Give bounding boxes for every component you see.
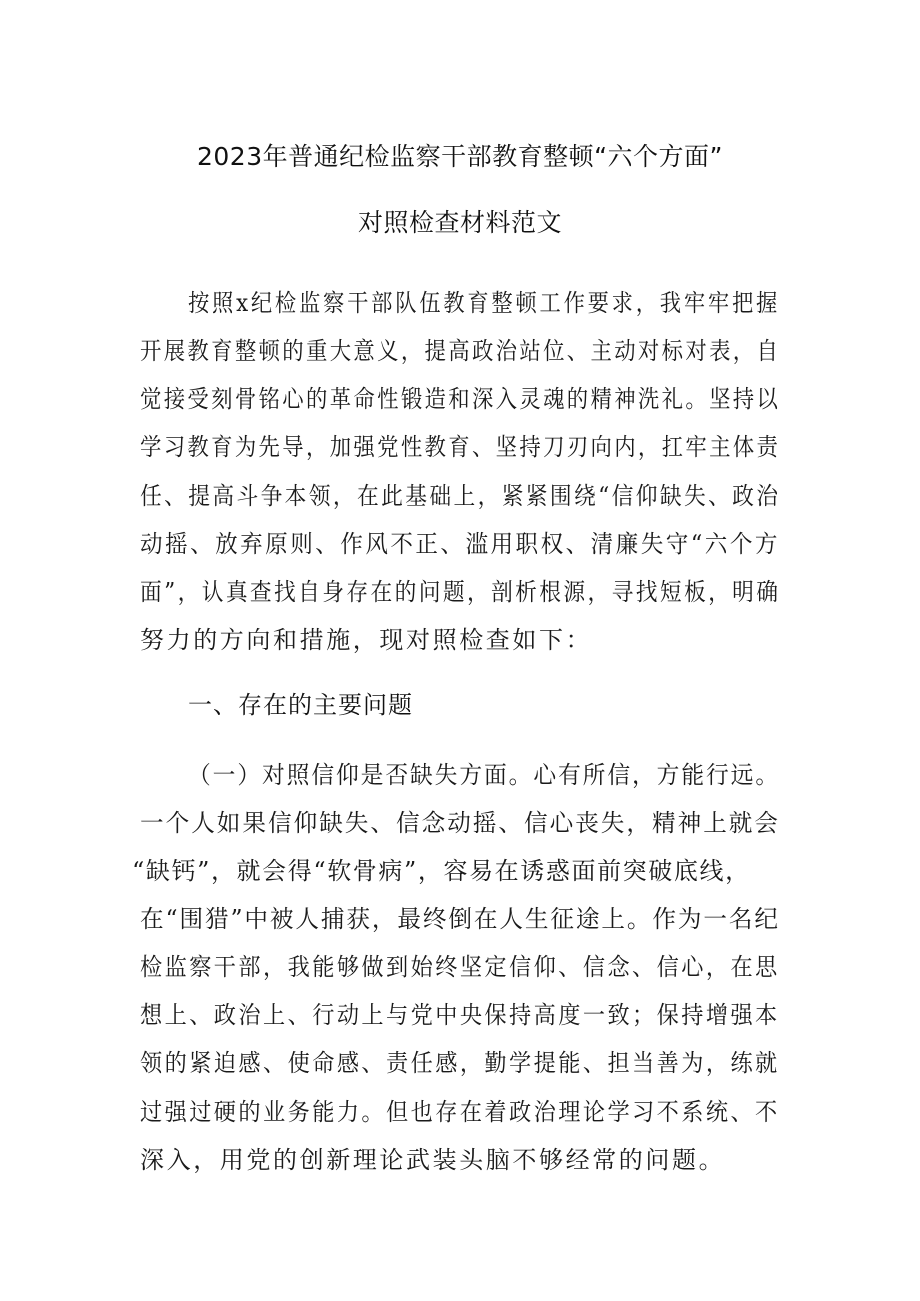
section-paragraph-line: 过强过硬的业务能力。但也存在着政治理论学习不系统、不 <box>140 1098 780 1126</box>
document-title-line-1: 2023年普通纪检监察干部教育整顿“六个方面” <box>196 142 724 171</box>
intro-paragraph-line: 面”，认真查找自身存在的问题，剖析根源，寻找短板，明确 <box>140 578 781 606</box>
section-paragraph-line: “缺钙”，就会得“软骨病”，容易在诱惑面前突破底线， <box>132 857 751 885</box>
section-heading: 一、存在的主要问题 <box>188 691 413 719</box>
section-paragraph-line: 领的紧迫感、使命感、责任感，勤学提能、担当善为，练就 <box>140 1049 780 1077</box>
intro-paragraph-line: 动摇、放弃原则、作风不正、滥用职权、清廉失守“六个方 <box>140 530 780 558</box>
document-title-line-2: 对照检查材料范文 <box>357 208 562 237</box>
intro-paragraph-line: 努力的方向和措施，现对照检查如下： <box>140 626 593 654</box>
section-paragraph-line: 想上、政治上、行动上与党中央保持高度一致；保持增强本 <box>140 1001 780 1029</box>
intro-paragraph-line: 觉接受刻骨铭心的革命性锻造和深入灵魂的精神洗礼。坚持以 <box>140 385 781 413</box>
section-paragraph-line: （一）对照信仰是否缺失方面。心有所信，方能行远。 <box>188 761 780 789</box>
section-paragraph-line: 深入，用党的创新理论武装头脑不够经常的问题。 <box>140 1146 726 1174</box>
section-paragraph-line: 在“围猎”中被人捕获，最终倒在人生征途上。作为一名纪 <box>140 905 780 933</box>
section-paragraph-line: 检监察干部，我能够做到始终坚定信仰、信念、信心，在思 <box>140 953 780 981</box>
intro-paragraph-line: 学习教育为先导，加强党性教育、坚持刀刃向内，扛牢主体责 <box>140 433 781 461</box>
intro-paragraph-line: 按照x纪检监察干部队伍教育整顿工作要求，我牢牢把握 <box>188 289 781 317</box>
section-paragraph-line: 一个人如果信仰缺失、信念动摇、信心丧失，精神上就会 <box>140 809 780 837</box>
intro-paragraph-line: 任、提高斗争本领，在此基础上，紧紧围绕“信仰缺失、政治 <box>140 482 781 510</box>
intro-paragraph-line: 开展教育整顿的重大意义，提高政治站位、主动对标对表，自 <box>140 337 781 365</box>
